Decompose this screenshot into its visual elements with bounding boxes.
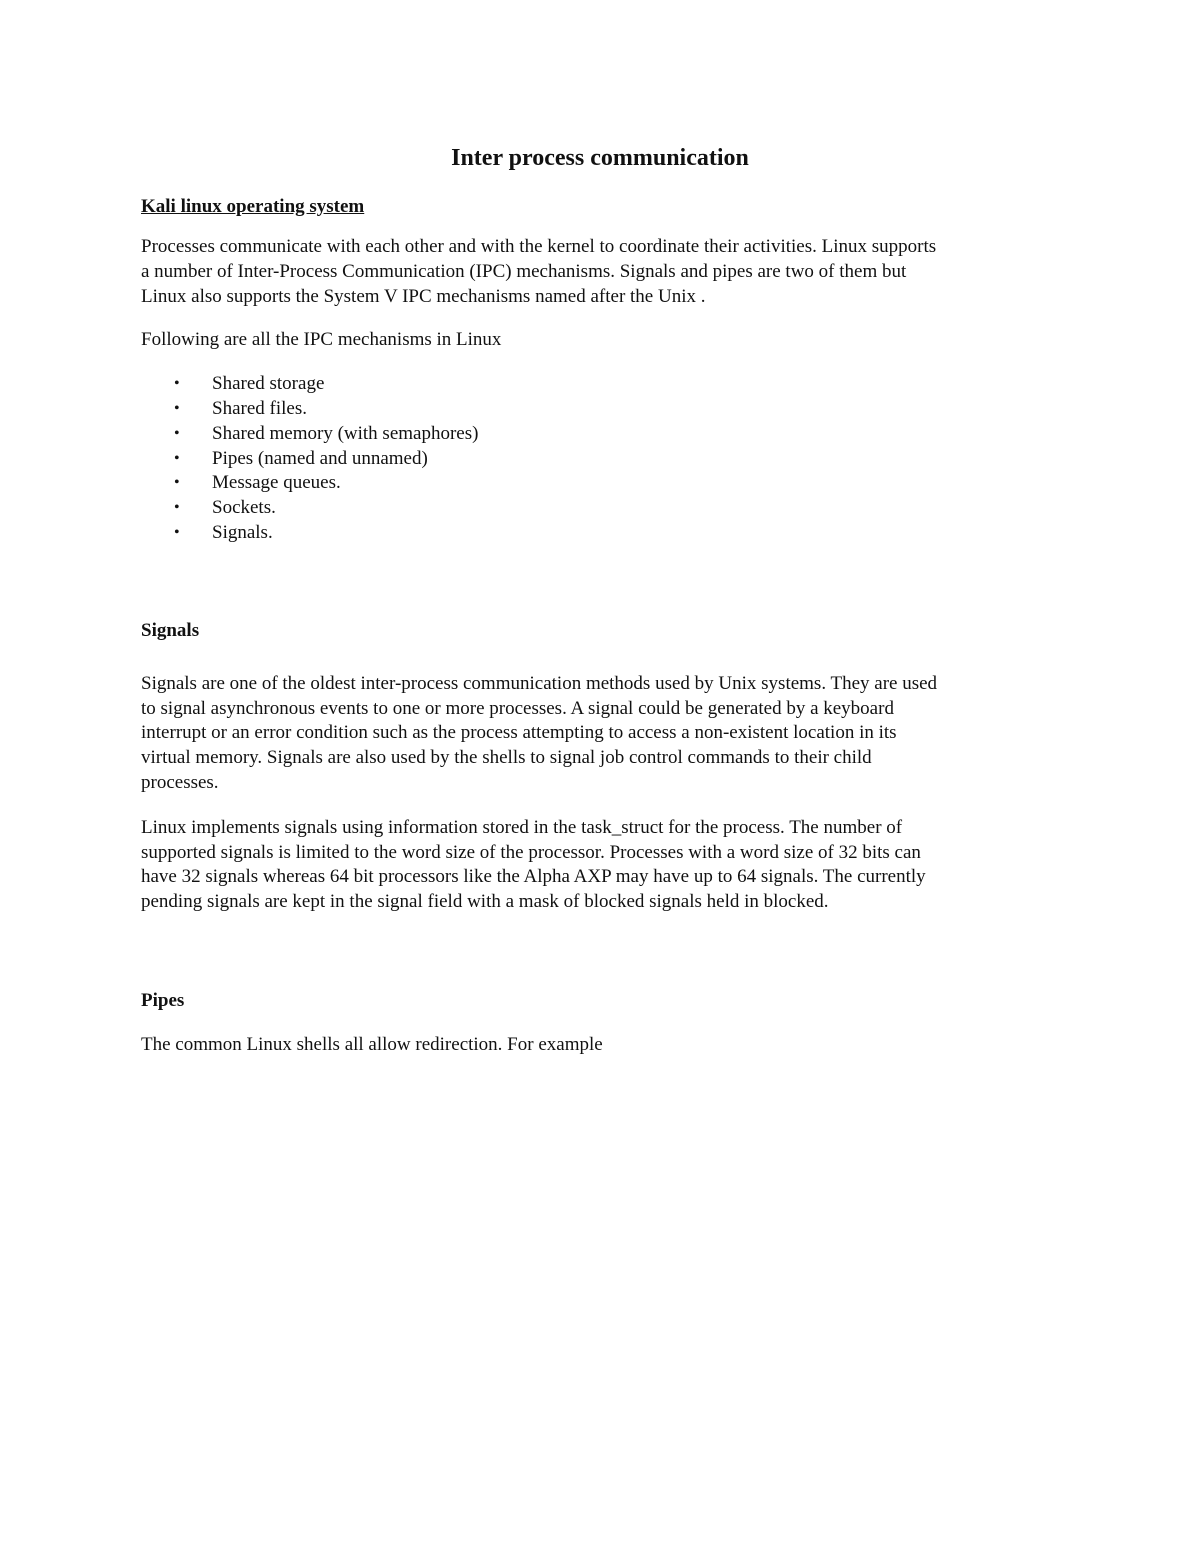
list-item: [141, 422, 1061, 447]
paragraph-line: pending signals are kept in the signal field with a mask of blocked signals held in blocked.: [141, 891, 829, 913]
bullet-icon: •: [174, 523, 180, 541]
list-item-text: Signals.: [212, 521, 273, 543]
bullet-icon: •: [174, 449, 180, 467]
list-item: [141, 471, 1061, 496]
paragraph-line: Signals are one of the oldest inter-process communication methods used by Unix systems. They are used: [141, 672, 938, 694]
intro-line: Processes communicate with each other and with the kernel to coordinate their activities. Linux supports: [141, 236, 937, 257]
paragraph-line: have 32 signals whereas 64 bit processors like the Alpha AXP may have up to 64 signals. The currently: [141, 866, 926, 888]
page-content: [141, 140, 1061, 1058]
pipes-paragraph: The common Linux shells all allow redirection. For example: [141, 1033, 603, 1055]
list-item: [141, 397, 1061, 422]
signals-heading: Signals: [141, 619, 200, 641]
signals-paragraph-1: [141, 672, 1061, 796]
paragraph-line: processes.: [141, 771, 219, 793]
list-item-text: Message queues.: [212, 472, 341, 494]
list-item-text: Shared files.: [212, 397, 307, 419]
intro-line: a number of Inter-Process Communication (IPC) mechanisms. Signals and pipes are two of them but: [141, 260, 907, 282]
paragraph-line: to signal asynchronous events to one or more processes. A signal could be generated by a keyboard: [141, 697, 894, 719]
signals-paragraph-2: [141, 816, 1061, 915]
list-item: [141, 447, 1061, 472]
list-item-text: Shared storage: [212, 373, 325, 395]
paragraph-line: Linux implements signals using information stored in the task_struct for the process. The number of: [141, 816, 903, 838]
pipes-heading: Pipes: [141, 989, 185, 1011]
paragraph-line: supported signals is limited to the word size of the processor. Processes with a word size of 32 bits can: [141, 841, 921, 863]
bullet-icon: •: [174, 375, 180, 393]
list-item: [141, 521, 1061, 546]
intro-line: Linux also supports the System V IPC mechanisms named after the Unix .: [141, 285, 706, 307]
list-intro: Following are all the IPC mechanisms in Linux: [141, 329, 502, 351]
list-item: [141, 372, 1061, 397]
list-item-text: Sockets.: [212, 497, 276, 519]
paragraph-line: interrupt or an error condition such as the process attempting to access a non-existent location in its: [141, 722, 897, 744]
bullet-icon: •: [174, 499, 180, 517]
list-item-text: Shared memory (with semaphores): [212, 422, 479, 444]
page-title: Inter process communication: [451, 145, 749, 171]
paragraph-line: virtual memory. Signals are also used by the shells to signal job control commands to their child: [141, 747, 872, 769]
bullet-icon: •: [174, 474, 180, 492]
document-subtitle: Kali linux operating system: [141, 196, 365, 217]
ipc-mechanism-list: [141, 372, 1061, 546]
list-item-text: Pipes (named and unnamed): [212, 447, 428, 469]
bullet-icon: •: [174, 399, 180, 417]
intro-paragraph: [141, 235, 1061, 309]
bullet-icon: •: [174, 424, 180, 442]
list-item: [141, 496, 1061, 521]
